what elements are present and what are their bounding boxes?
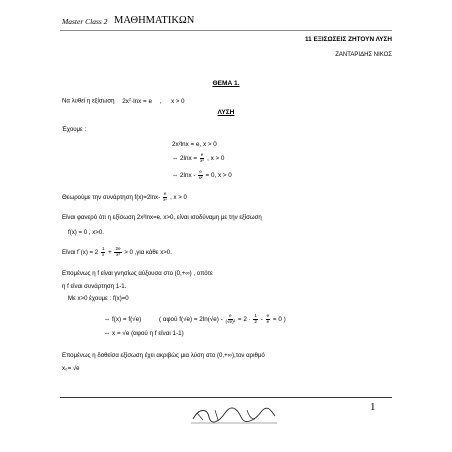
solution-step-2: ⇔ 2lnx = $\frac{e}{\text{x²}}$ , x > 0 [172,152,225,163]
f-equals-zero: f(x) = 0 , x>0. [68,229,104,236]
fraction: $\frac{e}{\text{(√e)²}}$ [225,313,236,324]
equivalence-line-2: ⇔ x = √e (αφού η f είναι 1-1) [104,330,184,337]
function-definition: Θεωρούμε την συνάρτηση f(x)=2lnx- $\frac{e}{\text{x²}}$ , x > 0 [62,191,187,202]
solution-intro: Έχουμε : [62,126,87,133]
fraction: $\frac{2e}{\text{x³}}$ [115,246,121,257]
fraction: $\frac{e}{\text{x²}}$ [200,152,204,163]
document-author: ΖΑΝΤΑΡΙΔΗΣ ΝΙΚΟΣ [335,52,392,58]
solution-heading: ΛΥΣΗ [217,109,235,116]
page-number: 1 [370,401,376,413]
statement-label: Να λυθεί η εξίσωση [62,97,115,105]
document-title: 11 ΕΞΙΣΩΣΕΙΣ ΖΗΤΟΥΝ ΛΥΣΗ [304,36,392,43]
fraction: $\frac{1}{x}$ [101,246,105,257]
monotonic-text: Επομένως η f είναι γνησίως αύξουσα στο (0,+∞) , οπότε [62,270,213,277]
equivalence-line-1: ⇔ f(x) = f(√e) ( αφού f(√e) = 2ln(√e) - $\frac{e}{\text{(√e)²}}$ = 2 · $\frac{1}{2}$ - $\frac{e}{e}$ = 0 ) [104,313,286,324]
equivalence-text: Είναι φανερό ότι η εξίσωση 2x²lnx=e, x>0, είναι ισοδύναμη με την εξίσωση [62,214,262,221]
conclusion-text: Επομένως η δοθείσα εξίσωση έχει ακριβώς μια λύση στο (0,+∞),τον αριθμό [62,352,265,359]
problem-heading: ΘΕΜΑ 1. [212,80,240,87]
fraction: $\frac{1}{2}$ [254,313,257,324]
solution-step-3: ⇔ 2lnx - $\frac{e}{\text{x²}}$ = 0, x > 0 [172,169,232,180]
solution-step-1: 2x²lnx = e, x > 0 [172,141,217,148]
derivative-line: Είναι f΄(x) = 2 $\frac{1}{x}$ + $\frac{2e}{\text{x³}}$ > 0 ,για κάθε x>0. [62,246,172,257]
footer-rule [60,397,392,398]
fraction: $\frac{e}{e}$ [266,313,270,324]
with-x-text: Με x>0 έχουμε : f(x)=0 [68,295,129,302]
injective-text: η f είναι συνάρτηση 1-1. [62,283,127,290]
root-value: x₀= √e [62,365,80,372]
fraction: $\frac{e}{\text{x²}}$ [198,169,203,180]
problem-condition: x > 0 [171,97,185,105]
signature-stamp-icon [185,404,281,426]
fraction: $\frac{e}{\text{x²}}$ [163,191,167,202]
problem-equation: $2x^2\cdot\ln x = e$ [122,96,152,105]
header-course: Master Class 2 [62,17,108,26]
header-rule [60,30,392,31]
problem-statement: Να λυθεί η εξίσωση $2x^2\cdot\ln x = e$ , x > 0 [62,96,185,105]
header-subject: ΜΑΘΗΜΑΤΙΚΩΝ [114,15,195,26]
